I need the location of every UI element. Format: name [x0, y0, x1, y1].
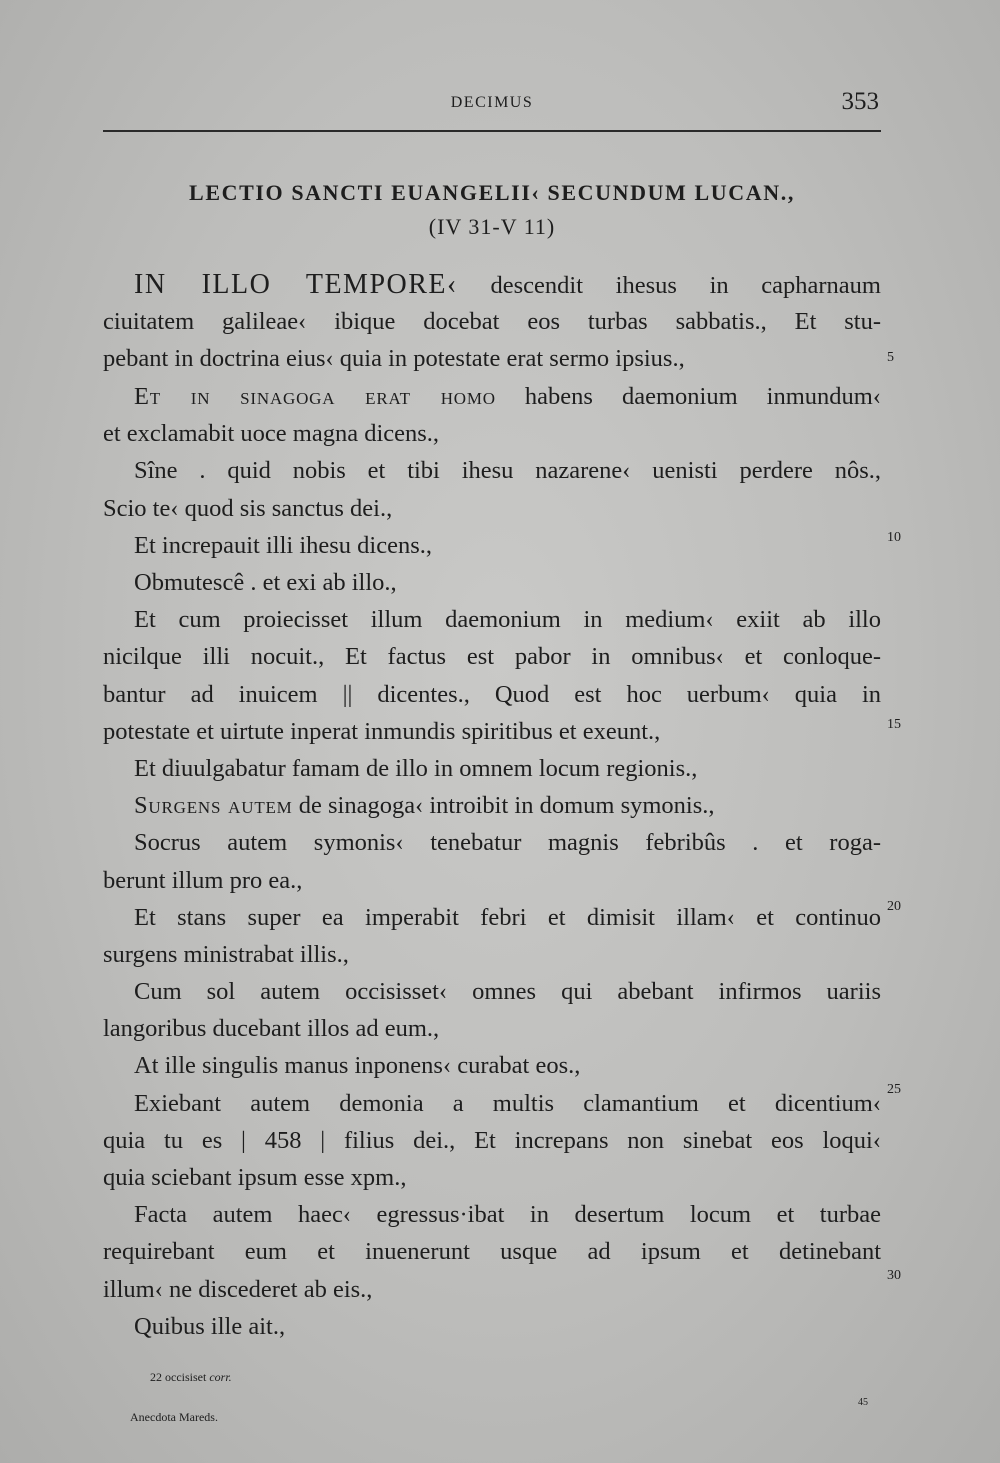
text-line [103, 490, 881, 527]
small-caps-words: Et in sinagoga erat homo [134, 383, 496, 410]
text-line [103, 340, 881, 377]
small-caps-words: Surgens autem [134, 792, 293, 819]
text-line [103, 1010, 881, 1047]
signature-line: Anecdota Mareds. [130, 1410, 218, 1424]
line-number: 5 [887, 350, 894, 365]
text-line [103, 973, 881, 1010]
opening-words: IN ILLO TEMPORE‹ [134, 269, 458, 300]
text-line [103, 564, 881, 601]
line-text: pebant in doctrina eius‹ quia in potestate erat sermo ipsius., [103, 345, 685, 372]
text-line [103, 1196, 881, 1233]
text-line [103, 899, 881, 936]
text-line [103, 1122, 881, 1159]
text-line [103, 1159, 881, 1196]
signature-mark: 45 [858, 1397, 868, 1408]
line-text: At ille singulis manus inponens‹ curabat eos., [134, 1052, 581, 1079]
text-line [103, 750, 881, 787]
line-text: habens daemonium inmundum‹ [495, 383, 881, 410]
line-text: Facta autem haec‹ egressus·ibat in desertum locum et turbae [134, 1201, 881, 1228]
text-line [103, 676, 881, 713]
text-line [103, 1233, 881, 1270]
text-line [103, 266, 881, 303]
line-text: langoribus ducebant illos ad eum., [103, 1015, 440, 1042]
line-text: nicilque illi nocuit., Et factus est pabor in omnibus‹ et conloque- [103, 643, 881, 670]
line-text: Cum sol autem occisisset‹ omnes qui abebant infirmos uariis [134, 978, 881, 1005]
header-rule [103, 130, 881, 132]
text-line [103, 824, 881, 861]
lection-heading: LECTIO SANCTI EUANGELII‹ SECUNDUM LUCAN., [189, 180, 795, 205]
line-text: Et cum proiecisset illum daemonium in medium‹ exiit ab illo [134, 606, 881, 633]
page-number: 353 [841, 88, 879, 115]
line-text: Et increpauit illi ihesu dicens., [134, 532, 433, 559]
line-text: de sinagoga‹ introibit in domum symonis., [292, 792, 715, 819]
footnote-text: 22 occisiset [150, 1370, 210, 1384]
line-number: 10 [887, 530, 901, 545]
line-number: 20 [887, 899, 901, 914]
footnote [150, 1370, 232, 1385]
line-number: 15 [887, 717, 901, 732]
text-line [103, 527, 881, 564]
text-line [103, 936, 881, 973]
text-line [103, 1047, 881, 1084]
text-line [103, 415, 881, 452]
line-text: berunt illum pro ea., [103, 867, 303, 894]
line-text: surgens ministrabat illis., [103, 941, 349, 968]
line-text: Quibus ille ait., [134, 1313, 286, 1340]
text-line [103, 452, 881, 489]
text-line [103, 601, 881, 638]
running-title: DECIMUS [450, 94, 534, 111]
line-text: bantur ad inuicem || dicentes., Quod est hoc uerbum‹ quia in [103, 681, 881, 708]
text-line [103, 787, 881, 824]
line-text: Obmutescê . et exi ab illo., [134, 569, 397, 596]
line-text: descendit ihesus in capharnaum [457, 272, 881, 299]
text-line [103, 378, 881, 415]
line-text: Et stans super ea imperabit febri et dimisit illam‹ et continuo [134, 904, 881, 931]
text-line [103, 713, 881, 750]
line-text: illum‹ ne discederet ab eis., [103, 1276, 373, 1303]
line-text: requirebant eum et inuenerunt usque ad ipsum et detinebant [103, 1238, 881, 1265]
text-line [103, 1271, 881, 1308]
running-head [103, 88, 881, 124]
line-text: Exiebant autem demonia a multis clamantium et dicentium‹ [134, 1090, 881, 1117]
text-line [103, 1085, 881, 1122]
line-text: Sîne . quid nobis et tibi ihesu nazarene‹ uenisti perdere nôs., [134, 457, 881, 484]
text-line [103, 303, 881, 340]
text-line [103, 1308, 881, 1345]
footnote-note: corr. [209, 1370, 232, 1384]
line-text: quia tu es | 458 | filius dei., Et increpans non sinebat eos loqui‹ [103, 1127, 881, 1154]
line-text: quia sciebant ipsum esse xpm., [103, 1164, 407, 1191]
line-number: 30 [887, 1268, 901, 1283]
text-line [103, 862, 881, 899]
line-text: ciuitatem galileae‹ ibique docebat eos turbas sabbatis., Et stu- [103, 308, 881, 335]
line-text: Et diuulgabatur famam de illo in omnem locum regionis., [134, 755, 698, 782]
line-number: 25 [887, 1082, 901, 1097]
line-text: Scio te‹ quod sis sanctus dei., [103, 495, 393, 522]
line-text: potestate et uirtute inperat inmundis spiritibus et exeunt., [103, 718, 661, 745]
scripture-reference: (IV 31-V 11) [428, 214, 556, 239]
line-text: Socrus autem symonis‹ tenebatur magnis febribûs . et roga- [134, 829, 881, 856]
text-line [103, 638, 881, 675]
line-text: et exclamabit uoce magna dicens., [103, 420, 440, 447]
